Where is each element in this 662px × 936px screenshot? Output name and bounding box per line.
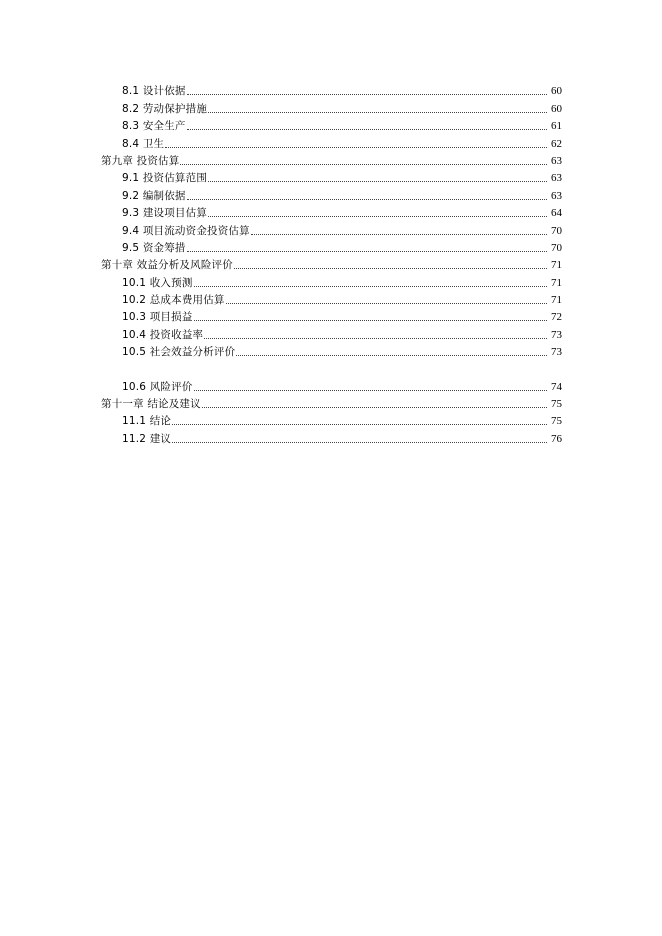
toc-dot-leader [194, 285, 547, 287]
toc-section-entry[interactable] [101, 341, 562, 358]
toc-chapter-entry[interactable] [101, 254, 562, 271]
toc-page-number: 72 [551, 311, 562, 324]
toc-page-number: 63 [551, 154, 562, 167]
toc-section-entry[interactable] [101, 410, 562, 427]
toc-entry-title: 8.4 卫生 [122, 137, 165, 150]
toc-dot-leader [208, 111, 547, 113]
toc-dot-leader [236, 354, 547, 356]
toc-section-entry[interactable] [101, 306, 562, 323]
toc-section-entry[interactable] [101, 237, 562, 254]
toc-section-entry[interactable] [101, 80, 562, 97]
toc-entry-title: 第十一章 结论及建议 [101, 398, 201, 411]
toc-entry-title: 9.4 项目流动资金投资估算 [122, 224, 250, 237]
toc-entry-title: 10.1 收入预测 [122, 276, 193, 289]
toc-entry-title: 9.3 建设项目估算 [122, 207, 208, 220]
toc-section-entry[interactable] [101, 202, 562, 219]
toc-page-number: 63 [551, 172, 562, 185]
toc-page-number: 73 [551, 346, 562, 359]
toc-page-number: 75 [551, 398, 562, 411]
toc-entry-title: 10.5 社会效益分析评价 [122, 346, 236, 359]
toc-dot-leader [194, 319, 547, 321]
toc-dot-leader [187, 93, 547, 95]
toc-section-entry[interactable] [101, 427, 562, 444]
toc-dot-leader [234, 267, 547, 269]
toc-page-number: 70 [551, 224, 562, 237]
toc-entry-title: 8.2 劳动保护措施 [122, 102, 208, 115]
toc-page-number: 61 [551, 120, 562, 133]
toc-page-number: 75 [551, 415, 562, 428]
toc-section-entry[interactable] [101, 167, 562, 184]
toc-section-entry[interactable] [101, 97, 562, 114]
toc-page-number: 64 [551, 207, 562, 220]
toc-dot-leader [194, 389, 547, 391]
toc-section-entry[interactable] [101, 184, 562, 201]
toc-entry-title: 10.2 总成本费用估算 [122, 294, 225, 307]
toc-page-number: 74 [551, 380, 562, 393]
toc-page-number: 71 [551, 294, 562, 307]
toc-entry-title: 9.1 投资估算范围 [122, 172, 208, 185]
toc-dot-leader [165, 146, 547, 148]
toc-page-number: 60 [551, 85, 562, 98]
toc-entry-title: 10.3 项目损益 [122, 311, 193, 324]
toc-chapter-entry[interactable] [101, 393, 562, 410]
toc-section-entry[interactable] [101, 375, 562, 392]
toc-page-number: 76 [551, 432, 562, 445]
toc-dot-leader [202, 406, 547, 408]
toc-entry-title: 9.2 编制依据 [122, 189, 186, 202]
toc-dot-leader [172, 441, 547, 443]
toc-chapter-entry[interactable] [101, 150, 562, 167]
toc-section-entry[interactable] [101, 132, 562, 149]
toc-page-number: 71 [551, 276, 562, 289]
toc-dot-leader [251, 233, 547, 235]
toc-page-number: 70 [551, 241, 562, 254]
toc-entry-title: 10.6 风险评价 [122, 380, 193, 393]
toc-dot-leader [187, 198, 547, 200]
toc-entry-title: 8.3 安全生产 [122, 120, 186, 133]
toc-section-entry[interactable] [101, 219, 562, 236]
toc-page-number: 60 [551, 102, 562, 115]
toc-dot-leader [208, 180, 547, 182]
toc-entry-title: 11.1 结论 [122, 415, 172, 428]
toc-entry-title: 第九章 投资估算 [101, 154, 180, 167]
toc-dot-leader [180, 163, 547, 165]
toc-dot-leader [172, 423, 547, 425]
toc-page-number: 63 [551, 189, 562, 202]
toc-section-entry[interactable] [101, 115, 562, 132]
toc-dot-leader [187, 250, 547, 252]
toc-dot-leader [204, 337, 547, 339]
toc-entry-title: 9.5 资金筹措 [122, 241, 186, 254]
toc-dot-leader [187, 128, 547, 130]
toc-entry-title: 11.2 建议 [122, 432, 172, 445]
table-of-contents [101, 80, 562, 445]
toc-entry-title: 第十章 效益分析及风险评价 [101, 259, 233, 272]
toc-page-number: 73 [551, 328, 562, 341]
toc-dot-leader [208, 215, 547, 217]
toc-section-entry[interactable] [101, 289, 562, 306]
toc-dot-leader [226, 302, 547, 304]
toc-entry-title: 8.1 设计依据 [122, 85, 186, 98]
toc-page-number: 71 [551, 259, 562, 272]
toc-section-entry[interactable] [101, 323, 562, 340]
toc-page-number: 62 [551, 137, 562, 150]
toc-section-entry[interactable] [101, 271, 562, 288]
toc-entry-title: 10.4 投资收益率 [122, 328, 204, 341]
